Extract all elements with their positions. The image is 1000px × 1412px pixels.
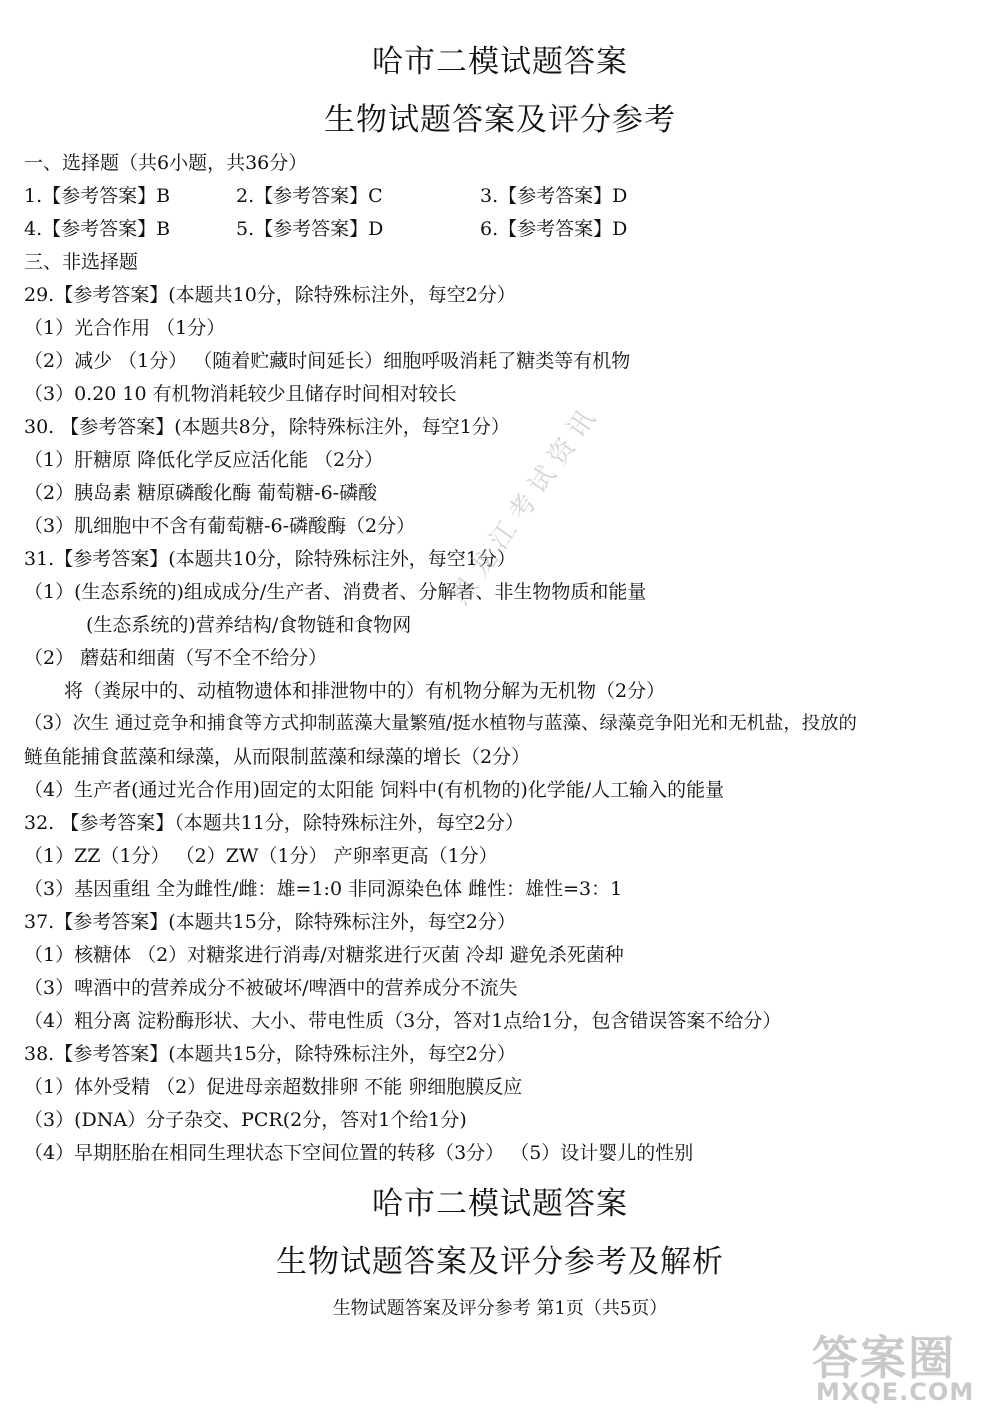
page-footer: 生物试题答案及评分参考 第1页（共5页） xyxy=(332,1298,668,1319)
choice-answer: 3.【参考答案】D xyxy=(480,185,628,207)
question-header-37: 37.【参考答案】(本题共15分，除特殊标注外，每空2分） xyxy=(24,911,516,933)
answer-line: （1）体外受精 （2）促进母亲超数排卵 不能 卵细胞膜反应 xyxy=(24,1076,523,1098)
question-header-29: 29.【参考答案】(本题共10分，除特殊标注外，每空2分） xyxy=(24,284,516,306)
answer-line: （1）核糖体 （2）对糖浆进行消毒/对糖浆进行灭菌 冷却 避免杀死菌种 xyxy=(24,944,624,966)
logo-domain: MXQE.COM xyxy=(816,1378,975,1406)
answer-line: 鲢鱼能捕食蓝藻和绿藻，从而限制蓝藻和绿藻的增长（2分） xyxy=(24,746,531,768)
repeat-title: 哈市二模试题答案 xyxy=(372,1186,628,1222)
question-header-31: 31.【参考答案】(本题共10分，除特殊标注外，每空1分） xyxy=(24,548,516,570)
question-header-38: 38.【参考答案】(本题共15分，除特殊标注外，每空2分） xyxy=(24,1043,516,1065)
answer-line: （2）减少 （1分） （随着贮藏时间延长）细胞呼吸消耗了糖类等有机物 xyxy=(24,350,631,372)
answer-line: （4）早期胚胎在相同生理状态下空间位置的转移（3分） （5）设计婴儿的性别 xyxy=(24,1142,694,1164)
choice-answer: 4.【参考答案】B xyxy=(24,218,171,240)
choice-answer: 5.【参考答案】D xyxy=(236,218,384,240)
answer-line: （3）啤酒中的营养成分不被破坏/啤酒中的营养成分不流失 xyxy=(24,977,518,999)
answer-line: （4）生产者(通过光合作用)固定的太阳能 饲料中(有机物的)化学能/人工输入的能量 xyxy=(24,779,725,801)
choice-section-header: 一、选择题（共6小题，共36分） xyxy=(24,152,308,174)
answer-line: （1）ZZ（1分） （2）ZW（1分） 产卵率更高（1分） xyxy=(24,845,498,867)
answer-line: （3）基因重组 全为雌性/雌：雄=1:0 非同源染色体 雌性：雄性=3：1 xyxy=(24,878,623,900)
logo-text: 答案圈 xyxy=(812,1331,956,1385)
answer-line: （3）肌细胞中不含有葡萄糖-6-磷酸酶（2分） xyxy=(24,515,416,537)
answer-line: （1）光合作用 （1分） xyxy=(24,317,226,339)
answer-line: （3）次生 通过竞争和捕食等方式抑制蓝藻大量繁殖/挺水植物与蓝藻、绿藻竞争阳光和无机盐，投放的 xyxy=(24,713,857,734)
answer-line: （1）肝糖原 降低化学反应活化能 （2分） xyxy=(24,449,384,471)
answer-line: （1）(生态系统的)组成成分/生产者、消费者、分解者、非生物物质和能量 xyxy=(24,581,647,603)
page-subtitle: 生物试题答案及评分参考 xyxy=(324,102,676,138)
answer-line: （2）胰岛素 糖原磷酸化酶 葡萄糖-6-磷酸 xyxy=(24,482,378,504)
nonchoice-section-header: 三、非选择题 xyxy=(24,251,139,273)
answer-line: （4）粗分离 淀粉酶形状、大小、带电性质（3分，答对1点给1分，包含错误答案不给分） xyxy=(24,1010,782,1032)
page-title: 哈市二模试题答案 xyxy=(372,44,628,80)
site-logo xyxy=(812,1322,992,1408)
choice-answer: 2.【参考答案】C xyxy=(236,185,383,207)
choice-answer: 1.【参考答案】B xyxy=(24,185,171,207)
question-header-32: 32. 【参考答案】（本题共11分，除特殊标注外，每空2分） xyxy=(24,812,525,834)
watermark: 黑龙江考试资讯 xyxy=(444,398,607,611)
answer-line: 将（粪尿中的、动植物遗体和排泄物中的）有机物分解为无机物（2分） xyxy=(64,680,666,702)
question-header-30: 30. 【参考答案】(本题共8分，除特殊标注外，每空1分） xyxy=(24,416,510,438)
repeat-subtitle: 生物试题答案及评分参考及解析 xyxy=(276,1244,724,1280)
answer-line: (生态系统的)营养结构/食物链和食物网 xyxy=(86,614,412,636)
answer-line: （2） 蘑菇和细菌（写不全不给分） xyxy=(24,647,328,669)
answer-line: （3）0.20 10 有机物消耗较少且储存时间相对较长 xyxy=(24,383,457,405)
choice-answer: 6.【参考答案】D xyxy=(480,218,628,240)
answer-line: （3）(DNA）分子杂交、PCR(2分，答对1个给1分) xyxy=(24,1109,467,1131)
